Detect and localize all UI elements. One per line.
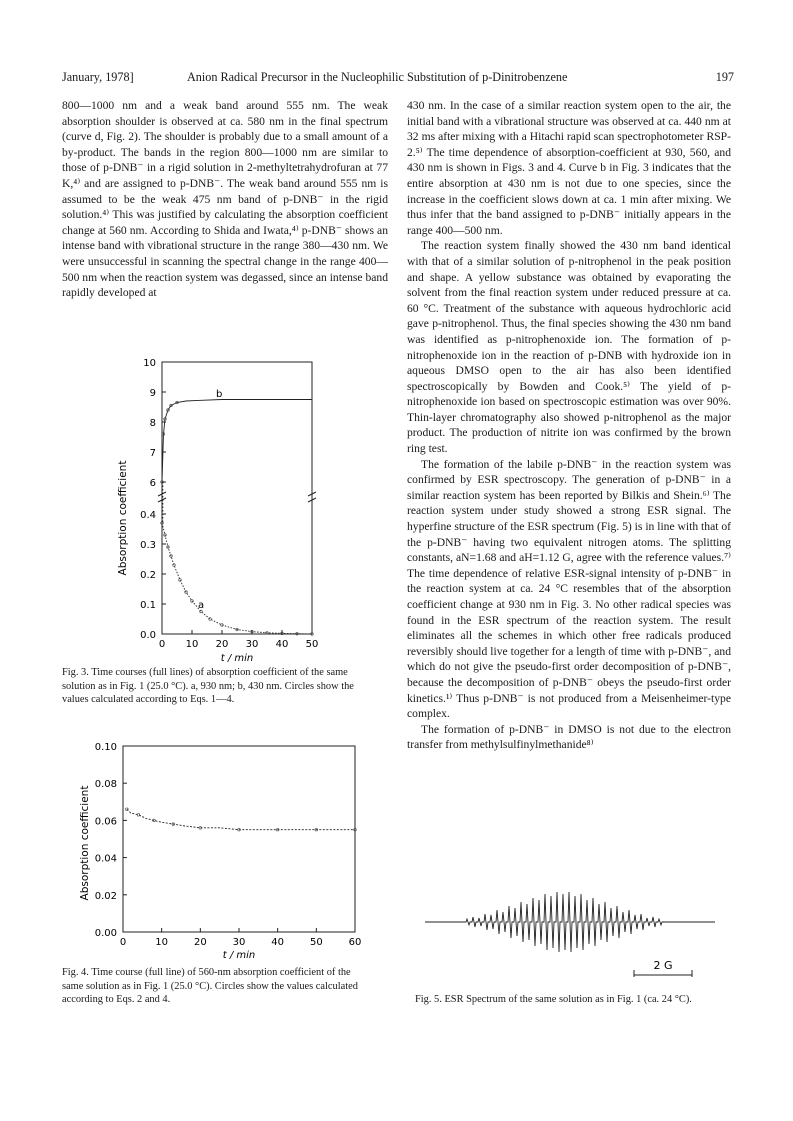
series-line [127,809,355,830]
paragraph: 430 nm. In the case of a similar reaction system open to the air, the initial band with a vibrational structure was observed at ca. 440 nm at 32 ms after mixing with a Hitachi rapid scan spectrophotometer RSP-2.⁵⁾ The time dependence of absorption-coefficient at 930, 560, and 430 nm is shown in Figs. 3 and 4. Curve b in Fig. 3 indicates that the entire absorption at 430 nm is not due to one species, since the increase in the coefficient slows down at ca. 1 min after mixing. We thus infer that the band assigned to p-DNB⁻ initially appears in the range 400—500 nm. [407,99,731,237]
series-a-point [209,618,212,621]
running-header [62,70,734,90]
x-tick-label: 10 [155,937,169,948]
esr-trace [425,892,715,952]
fig4-caption: Fig. 4. Time course (full line) of 560-nm absorption coefficient of the same solution as in Fig. 1 (25.0 °C). Circles show the values calculated according to Eqs. 2 and 4. [62,967,358,1006]
fig3-chart [110,352,340,664]
paragraph: The formation of the labile p-DNB⁻ in the reaction system was confirmed by ESR spectroscopy. The generation of p-DNB⁻ in a similar reaction system has been reported by Bilkis and Shein.⁶⁾ The reaction system under study showed a strong ESR signal. The hyperfine structure of the ESR spectrum (Fig. 5) is in line with that of the p-DNB⁻ having two equivalent nitrogen atoms. The splitting constants, aN=1.68 and aH=1.12 G, agree with the reference values.⁷⁾ The time dependence of relative ESR-signal intensity of p-DNB⁻ in the reaction system at ca. 24 °C resembles that of the absorption coefficient change at 930 nm in Fig. 3. No other radical species was found in the ESR spectrum of the reaction system. The result eliminates all the schemes in which other free radicals produced reversibly should live together for a length of time with p-DNB⁻, and which do not give the pseudo-first order decomposition of p-DNB⁻, because the decomposition of p-DNB⁻ obeys the pseudo-first order kinetics.¹⁾ Thus p-DNB⁻ is not produced from a Meisenheimer-type complex. [407,457,731,721]
series-b-label: b [216,389,223,400]
x-tick-label: 0 [158,639,166,650]
series-a-label: a [198,600,205,611]
y-tick-label: 0.0 [140,630,156,641]
plot-frame [123,746,355,932]
esr-spectrum [420,880,720,980]
fig4-chart [68,734,368,960]
y-tick-label: 8 [149,418,156,429]
x-tick-label: 30 [232,937,246,948]
paragraph: The formation of p-DNB⁻ in DMSO is not due to the electron transfer from methylsulfinylmethanide⁸⁾ [407,722,731,752]
y-tick-label: 0.08 [94,779,117,791]
fig5-caption: Fig. 5. ESR Spectrum of the same solution as in Fig. 1 (ca. 24 °C). [415,994,692,1005]
fig3-caption: Fig. 3. Time courses (full lines) of absorption coefficient of the same solution as in Fig. 1 (25.0 °C). a, 930 nm; b, 430 nm. Circles show the values calculated according to Eqs. 1—4. [62,667,354,706]
header-date: January, 1978] [62,70,134,84]
y-tick-label: 0.3 [140,540,156,551]
x-tick-label: 50 [305,639,319,650]
page-number: 197 [715,70,734,84]
x-tick-label: 0 [119,937,127,948]
x-tick-label: 20 [193,937,207,948]
y-tick-label: 0.06 [94,816,117,828]
y-tick-label: 0.2 [140,570,156,581]
x-tick-label: 30 [245,639,259,650]
y-tick-label: 0.1 [140,600,156,611]
y-axis-label: Absorption coefficient [79,785,91,901]
y-tick-label: 7 [149,448,156,459]
y-tick-label: 9 [149,388,156,399]
series-b-line [162,400,312,483]
paragraph: The reaction system finally showed the 430 nm band identical with that of a similar solution of p-nitrophenol in the peak position and shape. A yellow substance was obtained by evaporating the solvent from the final reaction system under reduced pressure at ca. 60 °C. Treatment of the substance with aqueous hydrochloric acid gave p-nitrophenol. Thus, the final species showing the 430 nm band was identified as p-nitrophenoxide ion. The formation of p-nitrophenoxide ion in the reaction of p-DNB with hydroxide ion in aqueous DMSO open to the air has also been identified spectroscopically by Bowden and Cook.⁵⁾ The yield of p-nitrophenoxide ion based on spectroscopic estimation was over 90%. Thin-layer chromatography also showed p-nitrophenol as the major product. The production of nitrite ion was confirmed by the brown ring test. [407,239,731,456]
series-a-line [162,523,312,634]
header-title: Anion Radical Precursor in the Nucleophilic Substitution of p-Dinitrobenzene [187,70,568,84]
left-column-text [62,98,388,301]
x-tick-label: 40 [275,639,289,650]
y-axis-label: Absorption coefficient [117,460,129,576]
y-tick-label: 0.00 [94,928,117,939]
plot-frame [162,362,312,634]
y-tick-label: 6 [149,478,156,489]
x-tick-label: 10 [185,639,199,650]
y-tick-label: 0.02 [94,890,117,902]
y-tick-label: 10 [143,358,156,369]
x-tick-label: 60 [348,937,362,948]
right-column-text [407,98,731,753]
y-tick-label: 0.4 [140,510,156,521]
x-tick-label: 50 [309,937,323,948]
x-tick-label: 40 [271,937,285,948]
y-tick-label: 0.04 [94,853,117,865]
x-axis-label: t / min [222,950,256,960]
x-axis-label: t / min [220,653,254,664]
x-tick-label: 20 [215,639,229,650]
paragraph: 800—1000 nm and a weak band around 555 nm. The weak absorption shoulder is observed at ca. 580 nm in the final spectrum (curve d, Fig. 2). The shoulder is probably due to a small amount of a by-product. The bands in the region 800—1000 nm are similar to those of p-DNB⁻ in a rigid solution in 2-methyltetrahydrofuran at 77 K,⁴⁾ and are assigned to p-DNB⁻. The weak band around 555 nm is assumed to be the weak 475 nm band of p-DNB⁻ in the rigid solution.⁴⁾ This was justified by calculating the absorption coefficient change at 560 nm. According to Shida and Iwata,⁴⁾ p-DNB⁻ shows an intense band with vibrational structure in the range 380—430 nm. We were unsuccessful in scanning the spectral change in the range 400—500 nm when the reaction system was degassed, since an intense band rapidly developed at [62,99,388,300]
scale-bar-label: 2 G [653,959,673,972]
y-tick-label: 0.10 [94,742,117,753]
